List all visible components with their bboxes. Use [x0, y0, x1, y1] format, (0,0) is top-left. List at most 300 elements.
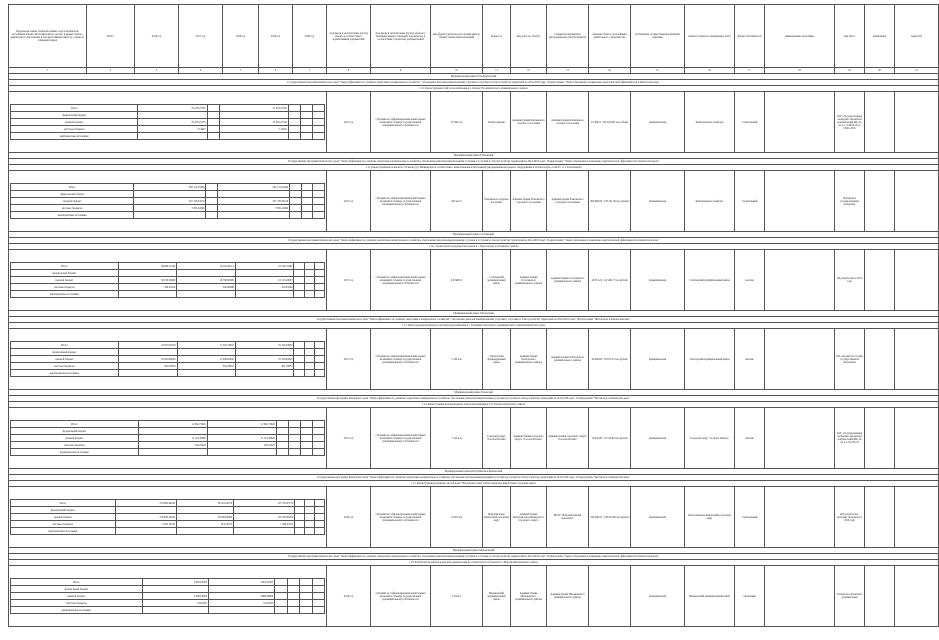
column-number: 6 — [259, 68, 293, 74]
funding-source: федеральный бюджет — [11, 428, 139, 435]
empty-cell — [765, 566, 835, 627]
program-area: Мильковский муниципальный район — [685, 566, 735, 627]
funding-value: 2 500,10010 — [115, 521, 176, 528]
funding-value — [305, 507, 315, 514]
funding-value: 38 000,00000 — [177, 514, 234, 521]
funding-value — [305, 500, 315, 507]
municipality-name: Муниципальный район Елизовский — [9, 153, 939, 159]
column-header: срок ввода в эксплуатацию (пуска) объекта в соответствии с нормативными документами — [327, 5, 371, 68]
funding-value — [294, 291, 304, 298]
funding-value: 4 881,05205 — [209, 579, 275, 586]
finance-type: субсидии на софинансирование капитальных вложений в объекты государственной (муниципальной) собственности — [371, 250, 431, 311]
funding-value — [315, 500, 325, 507]
empty-cell — [895, 408, 939, 469]
funding-value: 11 962,73026 — [138, 421, 207, 428]
column-header: 2016 год — [135, 5, 179, 68]
customer: Администрация городского округа "поселок Палана" — [547, 408, 589, 469]
column-number: 16 — [685, 68, 735, 74]
column-number: 17 — [735, 68, 765, 74]
funding-source: внебюджетные источники — [11, 528, 116, 535]
funding-source: внебюджетные источники — [11, 212, 134, 219]
empty-cell — [895, 250, 939, 311]
funding-value — [177, 528, 234, 535]
funding-value — [219, 112, 288, 119]
funding-value — [288, 435, 300, 442]
column-header: 2020 год — [293, 5, 327, 68]
column-number: 21 — [895, 68, 939, 74]
funding-value — [312, 133, 324, 140]
finance-line — [11, 349, 325, 356]
funding-value — [287, 607, 299, 614]
customer: МУП "Петропавловский водоканал" — [547, 487, 589, 548]
finance-row — [9, 250, 939, 311]
funding-source: федеральный бюджет — [11, 270, 119, 277]
funding-value: 107 781,85778 — [234, 500, 295, 507]
funding-value: 265 112,25494 — [218, 184, 290, 191]
funding-value — [294, 370, 304, 377]
funding-value — [142, 607, 208, 614]
customer: Администрация Мильковского муниципального района — [547, 566, 589, 627]
funding-value — [304, 291, 314, 298]
funding-source: краевой бюджет — [11, 198, 134, 205]
funding-source: федеральный бюджет — [11, 191, 134, 198]
funding-value — [276, 442, 288, 449]
funding-value — [315, 507, 325, 514]
funding-value — [315, 521, 325, 528]
funding-value — [275, 586, 287, 593]
finance-line — [11, 579, 325, 586]
funding-source: краевой бюджет — [11, 435, 139, 442]
object-type: Елизовское городское поселение — [483, 171, 511, 232]
funding-value: 4 800,00000 — [142, 593, 208, 600]
funding-value — [312, 579, 324, 586]
empty-cell — [765, 487, 835, 548]
note: ПД, находится в стадии государственной экспертизы — [835, 329, 865, 390]
funding-source: федеральный бюджет — [11, 112, 138, 119]
object-name: 1.10. Реконструкция сетей теплоснабжения в п. Ключи Усть-Камчатского муниципального района — [9, 86, 939, 92]
finance-block — [9, 487, 327, 548]
finance-line — [11, 442, 325, 449]
funding-value: 472,85400 — [235, 284, 294, 291]
funding-value: 251 726,43516 — [218, 198, 290, 205]
funding-value — [235, 349, 294, 356]
funding-value — [207, 119, 219, 126]
column-header: организация, осуществляющая функции заказчика — [631, 5, 685, 68]
empty-cell — [865, 329, 895, 390]
funding-value — [290, 191, 302, 198]
funding-value — [304, 370, 314, 377]
funding-value — [312, 421, 324, 428]
funding-value — [300, 607, 312, 614]
funding-value: 11 962,73026 — [207, 421, 276, 428]
program-name: Государственная программа Камчатского края "Энергоэффективность, развитие энергетики и коммунального хозяйства", обеспечение жителей коммунальными услугами и услугами по благоустройству территорий на 2014-2018 годы". Подпрограмма "Чистая вода в Камчатском крае" — [9, 317, 939, 323]
object-name: 1.13. Реконструкция водоводов и системы водоснабжения в с. Тиличики Олюторского муниципального района Камчатского края — [9, 323, 939, 329]
funding-value — [287, 593, 299, 600]
column-header: форма собственности — [735, 5, 765, 68]
funding-source: местные бюджеты — [11, 442, 139, 449]
finance-type: субсидии на софинансирование капитальных вложений в объекты государственной (муниципальной) собственности — [371, 408, 431, 469]
funding-value — [115, 528, 176, 535]
funding-value — [314, 291, 324, 298]
works-cost: 40 051,22 / 24 548,17 тыс.рублей — [589, 250, 631, 311]
finance-line — [11, 514, 325, 521]
funding-value: 682,18050 — [118, 363, 177, 370]
column-header: Итого — [87, 5, 135, 68]
finance-subtable — [10, 104, 325, 140]
funding-value: 105 183,81000 — [234, 514, 295, 521]
funding-value — [218, 191, 290, 198]
commission-year: 2016 год — [327, 566, 371, 627]
funding-value — [209, 586, 275, 593]
funding-value — [312, 442, 324, 449]
object-name: 1.15. Реконструкция резервуара чистой воды "Петровская сопка" в Петропавловск-Камчатском городском округе — [9, 481, 939, 487]
ownership: муниципальная — [631, 408, 685, 469]
funding-value — [295, 500, 305, 507]
funding-value: 4 881,05205 — [142, 579, 208, 586]
funding-value — [313, 205, 325, 212]
funding-value — [314, 270, 324, 277]
funding-source: краевой бюджет — [11, 119, 138, 126]
funding-value — [314, 356, 324, 363]
header-row — [9, 5, 939, 68]
finance-line — [11, 291, 325, 298]
funding-value — [313, 212, 325, 219]
column-header: 2019 год — [259, 5, 293, 68]
capacity: 4,56 кВт/ч — [431, 250, 483, 311]
commission-year: 2017 год — [327, 329, 371, 390]
customer: Администрация Соболевского муниципального района — [547, 250, 589, 311]
finance-line — [11, 600, 325, 607]
funding-value — [207, 126, 219, 133]
funding-value — [314, 349, 324, 356]
funding-value — [300, 119, 312, 126]
funding-value: 239,25426 — [138, 442, 207, 449]
funding-value — [300, 428, 312, 435]
funding-value: 55 154,43920 — [235, 342, 294, 349]
column-number: 15 — [631, 68, 685, 74]
funding-value: 25 470,27535 — [138, 119, 207, 126]
column-number: 4 — [179, 68, 223, 74]
funding-value — [300, 579, 312, 586]
funding-value — [115, 507, 176, 514]
works-cost: 58 445,80 / 10 726,60 тыс.рублей — [589, 408, 631, 469]
funding-value — [315, 514, 325, 521]
document-page — [8, 4, 922, 636]
column-header: мощность — [483, 5, 511, 68]
finance-type: субсидии на софинансирование капитальных вложений в объекты государственной (муниципальной) собственности — [371, 92, 431, 153]
object-name: 1.11. Реконструкция котельной № 1 Елизово (ул. Рябиковская) в соответствии с инвестиционной программой (модернизация котельного оборудования и строительство сетей ТС от 2-й котельной) — [9, 165, 939, 171]
funding-value — [276, 449, 288, 456]
program-name: Государственная программа Камчатского края "Энергоэффективность, развитие энергетики и коммунального хозяйства, обеспечение жителей коммунальными услугами и услугами по благоустройству территорий на 2014-2018 годы". Подпрограмма "Энергосбережение и повышение энергетической эффективности в Камчатском крае" — [9, 554, 939, 560]
ownership: муниципальная — [631, 566, 685, 627]
ownership: муниципальная — [631, 329, 685, 390]
funding-value: 7,14025 — [138, 126, 207, 133]
works-cost: 240 028,47 / 218 812,60 тыс.рублей — [589, 487, 631, 548]
note: ПД разработана в 2015 году — [835, 250, 865, 311]
funding-value — [294, 349, 304, 356]
finance-type: субсидии на софинансирование капитальных вложений в объекты государственной (муниципальной) собственности — [371, 487, 431, 548]
funding-source: местные бюджеты — [11, 126, 138, 133]
funding-value — [305, 528, 315, 535]
empty-cell — [865, 487, 895, 548]
object-type: Городской округ "поселок Палана" — [483, 408, 511, 469]
funding-value — [295, 521, 305, 528]
object-type: Мильковский муниципальный район — [483, 566, 511, 627]
funding-value — [304, 277, 314, 284]
program-area: Олюторский муниципальный район — [685, 329, 735, 390]
funding-value — [300, 442, 312, 449]
capacity: 10 000 м3 — [431, 487, 483, 548]
funding-value — [288, 133, 300, 140]
funding-value — [207, 105, 219, 112]
funding-value — [294, 342, 304, 349]
finance-line — [11, 212, 325, 219]
finance-line — [11, 528, 325, 535]
funding-value — [209, 607, 275, 614]
funding-value — [300, 600, 312, 607]
empty-cell — [895, 92, 939, 153]
funding-value — [206, 205, 218, 212]
column-header: 2018 год — [223, 5, 259, 68]
finance-line — [11, 126, 325, 133]
funding-source: Итого — [11, 105, 138, 112]
customer: Администрация Ключевского сельского поселения — [547, 92, 589, 153]
finance-subtable — [10, 499, 325, 535]
finance-row — [9, 408, 939, 469]
funding-value: 251 726,43516 — [134, 198, 206, 205]
main-manager: Администрация Мильковского муниципального района — [511, 566, 547, 627]
finance-line — [11, 191, 325, 198]
works-kind: строительный — [735, 92, 765, 153]
funding-value — [177, 507, 234, 514]
funding-value — [142, 586, 208, 593]
funding-source: краевой бюджет — [11, 514, 116, 521]
funding-value — [304, 356, 314, 363]
object-type: Олюторский муниципальный район — [483, 329, 511, 390]
funding-value: 3 385,21690 — [218, 205, 290, 212]
main-manager: Администрация городского округа "поселок Палана" — [511, 408, 547, 469]
funding-value — [218, 212, 290, 219]
column-number: 8 — [327, 68, 371, 74]
finance-line — [11, 449, 325, 456]
column-number: 9 — [371, 68, 431, 74]
funding-value: 55 526,00000 — [235, 356, 294, 363]
funding-value — [300, 593, 312, 600]
funding-source: Итого — [11, 184, 134, 191]
funding-value — [138, 133, 207, 140]
program-name: Государственная программа Камчатского края "Энергоэффективность, развитие энергетики и коммунального хозяйства, обеспечение жителей коммунальными услугами и услугами по благоустройству территорий на 2014-2018 годы". Подпрограмма "Энергосбережение и повышение энергетической эффективности в Камчатском крае" — [9, 159, 939, 165]
funding-value — [312, 593, 324, 600]
note: Разработка проектной документации — [835, 566, 865, 627]
ownership: муниципальная — [631, 487, 685, 548]
ownership: муниципальная — [631, 250, 685, 311]
empty-cell — [765, 408, 835, 469]
column-header: наименование программы — [765, 5, 835, 68]
program-name: Государственная программа Камчатского края "Энергоэффективность, развитие энергетики и коммунального хозяйства, обеспечение жителей коммунальными услугами и услугами по благоустройству территорий на 2014-2018 годы". Подпрограмма "Чистая вода в Камчатском крае" — [9, 396, 939, 402]
funding-value — [138, 112, 207, 119]
program-area: Городской округ "поселок Палана" — [685, 408, 735, 469]
object-type: Соболевский муниципальный район — [483, 250, 511, 311]
funding-value — [290, 198, 302, 205]
program-name: Государственная программа Камчатского края "Энергоэффективность, развитие энергетики и коммунального хозяйства", обеспечение жителей коммунальными услугами и услугами по благоустройству территорий на 2014-2018 годы". Подпрограмма "Энергосбережение и повышение энергетической эффективности в Камчатском крае" — [9, 80, 939, 86]
finance-line — [11, 356, 325, 363]
column-header: заказчик объекта (застройщик) капитального строительства — [589, 5, 631, 68]
column-header: главный распорядитель (распорядитель) средств бюджета — [547, 5, 589, 68]
program-name: Государственная программа Камчатского края "Энергоэффективность, развитие энергетики и коммунального хозяйства, обеспечение жителей коммунальными услугами и услугами по благоустройству территорий на 2014-2018 годы". Подпрограмма "Энергосбережение и повышение энергетической эффективности в Камчатском крае" — [9, 238, 939, 244]
funding-value — [118, 291, 177, 298]
funding-value: 500,22524 — [118, 284, 177, 291]
finance-subtable — [10, 341, 325, 377]
funding-value — [288, 442, 300, 449]
finance-block — [9, 171, 327, 232]
funding-value: 38 522,20370 — [177, 500, 234, 507]
funding-value — [134, 212, 206, 219]
funding-source: внебюджетные источники — [11, 607, 143, 614]
main-manager: Администрация Соболевского муниципального района — [511, 250, 547, 311]
empty-cell — [865, 92, 895, 153]
funding-value — [312, 586, 324, 593]
finance-line — [11, 112, 325, 119]
main-manager: Администрация Олюторского муниципального района — [511, 329, 547, 390]
funding-value — [294, 277, 304, 284]
finance-block — [9, 329, 327, 390]
finance-row — [9, 92, 939, 153]
funding-source: внебюджетные источники — [11, 291, 119, 298]
funding-value — [314, 263, 324, 270]
funding-value — [294, 270, 304, 277]
main-manager: Администрация Елизовского городского поселения — [511, 171, 547, 232]
funding-value — [275, 579, 287, 586]
column-header: вид работ — [835, 5, 865, 68]
finance-line — [11, 421, 325, 428]
funding-source: федеральный бюджет — [11, 586, 143, 593]
funding-value — [294, 363, 304, 370]
finance-block — [9, 92, 327, 153]
capacity: 7 540 п.м — [431, 408, 483, 469]
funding-value — [312, 112, 324, 119]
ownership: муниципальная — [631, 92, 685, 153]
funding-value — [304, 270, 314, 277]
funding-value: 340,40088 — [177, 284, 236, 291]
funding-value — [288, 126, 300, 133]
funding-value — [301, 184, 313, 191]
program-area: Коммунальное хозяйство — [685, 92, 735, 153]
funding-value — [276, 428, 288, 435]
object-name: 1.12. Строительство модульной котельной в с. Крутогорово Соболевского района — [9, 244, 939, 250]
funding-value: 239,25426 — [207, 442, 276, 449]
funding-value — [304, 363, 314, 370]
finance-block — [9, 408, 327, 469]
object-name: 1.16. Разработка проектной и рабочей документации на строительство котельной в с. Шаромы Мильковского района — [9, 560, 939, 566]
funding-value — [294, 284, 304, 291]
works-kind: строительный — [735, 171, 765, 232]
funding-value — [301, 205, 313, 212]
funding-source: местные бюджеты — [11, 521, 116, 528]
funding-source: Итого — [11, 500, 116, 507]
empty-cell — [865, 408, 895, 469]
commission-year: 2017 год — [327, 408, 371, 469]
funding-value — [288, 449, 300, 456]
funding-value: 265 112,25494 — [134, 184, 206, 191]
finance-line — [11, 607, 325, 614]
main-manager: Администрация Петропавловск-Камчатского городского округа — [511, 487, 547, 548]
funding-value: 11 723,45600 — [207, 435, 276, 442]
funding-value — [118, 270, 177, 277]
object-name: 1.14. Реконструкция водопроводных сетей водоснабжения в п.г.т. Палана Тигильского района — [9, 402, 939, 408]
works-kind: монтаж — [735, 329, 765, 390]
funding-value — [138, 428, 207, 435]
column-number: 12 — [511, 68, 547, 74]
municipality-name: Муниципальный район Паланский — [9, 390, 939, 396]
commission-year: 2017 год — [327, 92, 371, 153]
funding-value — [234, 507, 295, 514]
municipality-name: Муниципальный район Петропавловск-Камчатский — [9, 469, 939, 475]
finance-line — [11, 363, 325, 370]
funding-value — [300, 449, 312, 456]
works-kind: строительный — [735, 487, 765, 548]
funding-value — [314, 363, 324, 370]
funding-source: местные бюджеты — [11, 205, 134, 212]
works-kind: монтаж — [735, 408, 765, 469]
main-manager: Администрация Ключевского сельского поселения — [511, 92, 547, 153]
finance-line — [11, 342, 325, 349]
column-number: 1 — [9, 68, 87, 74]
funding-value — [304, 349, 314, 356]
works-kind: проектный — [735, 566, 765, 627]
column-number: 5 — [223, 68, 259, 74]
column-header: 2017 год — [179, 5, 223, 68]
funding-source: федеральный бюджет — [11, 349, 119, 356]
column-header: вид работ по объекту — [511, 5, 547, 68]
finance-line — [11, 205, 325, 212]
municipality-name: Муниципальный район Соболевский — [9, 232, 939, 238]
empty-cell — [765, 329, 835, 390]
funding-value — [313, 191, 325, 198]
empty-cell — [895, 487, 939, 548]
funding-value — [287, 579, 299, 586]
funding-value — [313, 198, 325, 205]
funding-source: внебюджетные источники — [11, 370, 119, 377]
finance-line — [11, 263, 325, 270]
program-area: Соболевский муниципальный район — [685, 250, 735, 311]
funding-value — [314, 370, 324, 377]
finance-line — [11, 500, 325, 507]
funding-value: 4 800,00000 — [209, 593, 275, 600]
funding-value — [301, 212, 313, 219]
funding-value: 16 670,29150 — [118, 342, 177, 349]
funding-value — [275, 593, 287, 600]
program-area: Петропавловск-Камчатский городской округ — [685, 487, 735, 548]
finance-line — [11, 586, 325, 593]
funding-value — [300, 126, 312, 133]
funding-value — [288, 112, 300, 119]
funding-source: краевой бюджет — [11, 593, 143, 600]
finance-line — [11, 277, 325, 284]
capacity: 2 190 п.м — [431, 329, 483, 390]
column-header: примечание — [865, 5, 895, 68]
column-header: Предельная оценка плановой оценки, подготовленная по источникам объекта Исполнительного органа, в рамках сметно-финансового обеспечения, в том числе финансовой год, а также за плановый период — [9, 5, 87, 68]
finance-line — [11, 521, 325, 528]
municipality-name: Муниципальный район Усть-Камчатский — [9, 74, 939, 80]
empty-cell — [865, 171, 895, 232]
funding-value — [312, 449, 324, 456]
finance-line — [11, 198, 325, 205]
empty-cell — [895, 566, 939, 627]
funding-source: краевой бюджет — [11, 277, 119, 284]
funding-value: 11 000,00000 — [177, 356, 235, 363]
note: ГАУ «Государственная экспертиза проектной документации КК» № 41-1-1-3-0034-16 от 28.01.2016 — [835, 92, 865, 153]
funding-source: федеральный бюджет — [11, 507, 116, 514]
